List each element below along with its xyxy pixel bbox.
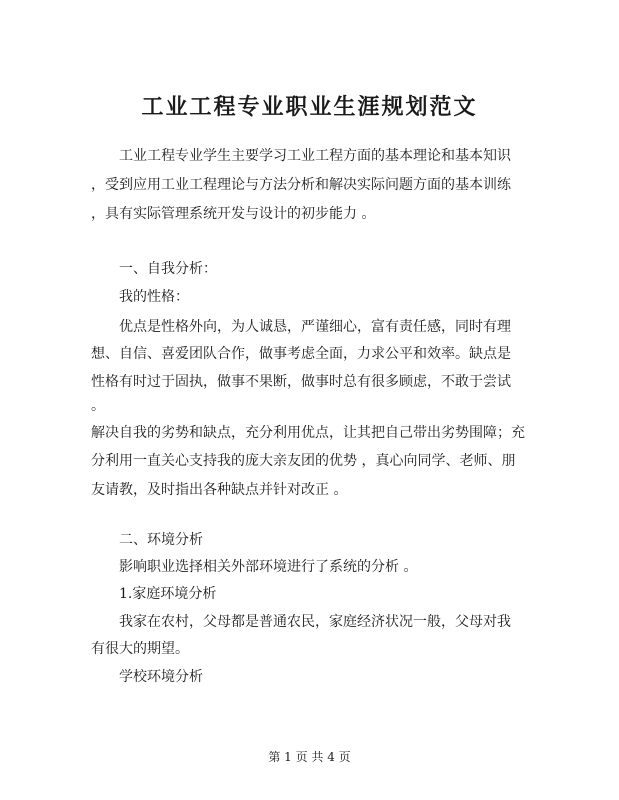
school-heading: 学校环境分析 bbox=[119, 669, 203, 685]
section-heading-self-analysis: 一、自我分析： bbox=[119, 261, 217, 277]
solution-line-3: 友请教，及时指出各种缺点并针对改正 。 bbox=[91, 482, 348, 498]
section-heading-environment: 二、环境分析 bbox=[119, 532, 203, 548]
family-heading: 1.家庭环境分析 bbox=[119, 586, 217, 602]
intro-line-3: ，具有实际管理系统开发与设计的初步能力 。 bbox=[91, 206, 376, 222]
traits-line-3: 性格有时过于固执，做事不果断，做事时总有很多顾虑，不敢于尝试 bbox=[91, 374, 511, 390]
subheading-personality: 我的性格： bbox=[119, 289, 189, 305]
family-line-2: 有很大的期望。 bbox=[91, 641, 189, 657]
traits-line-1: 优点是性格外向，为人诚恳，严谨细心，富有责任感，同时有理 bbox=[119, 319, 511, 335]
traits-line-2: 想、自信、喜爱团队合作，做事考虑全面，力求公平和效率。缺点是 bbox=[91, 346, 511, 362]
solution-line-2: 分利用一直关心支持我的庞大亲友团的优势 ，真心向同学、老师、朋 bbox=[91, 453, 516, 469]
traits-line-4: 。 bbox=[91, 398, 105, 414]
solution-line-1: 解决自我的劣势和缺点，充分利用优点，让其把自己带出劣势围障；充 bbox=[91, 425, 525, 441]
family-line-1: 我家在农村，父母都是普通农民，家庭经济状况一般，父母对我 bbox=[119, 614, 511, 630]
intro-line-1: 工业工程专业学生主要学习工业工程方面的基本理论和基本知识 bbox=[119, 148, 511, 164]
intro-line-2: ，受到应用工业工程理论与方法分析和解决实际问题方面的基本训练 bbox=[91, 177, 511, 193]
page-footer: 第 1 页 共 4 页 bbox=[268, 750, 351, 764]
page-title: 工业工程专业职业生涯规划范文 bbox=[141, 94, 478, 120]
environment-intro: 影响职业选择相关外部环境进行了系统的分析 。 bbox=[119, 559, 418, 575]
